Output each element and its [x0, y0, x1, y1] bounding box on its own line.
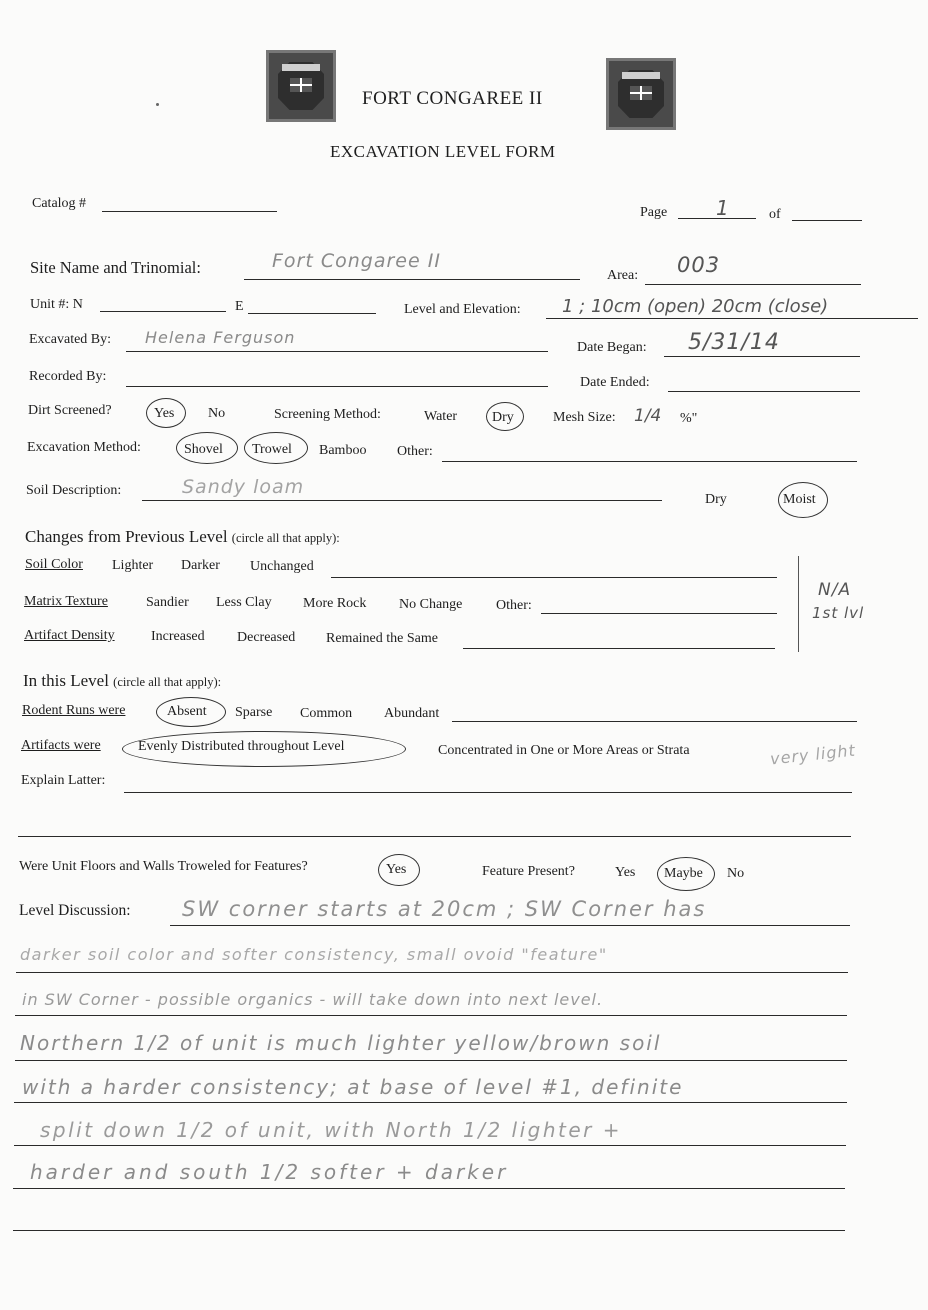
rodent-abundant[interactable]: Abundant: [384, 706, 440, 721]
artifacts-evenly-circle: [122, 731, 406, 767]
recorded-by-field[interactable]: [126, 386, 548, 387]
soil-dry[interactable]: Dry: [705, 492, 727, 507]
excavated-by-value: Helena Ferguson: [145, 328, 296, 347]
speck: [156, 103, 159, 106]
discussion-line-5[interactable]: [14, 1102, 847, 1103]
unit-e-label: E: [235, 299, 244, 314]
discussion-line-6[interactable]: [14, 1145, 846, 1146]
method-shovel-circle: [176, 432, 238, 464]
mesh-size-label: Mesh Size:: [553, 410, 616, 425]
page-label: Page: [640, 205, 668, 220]
discussion-text-2: darker soil color and softer consistency, small ovoid "feature": [20, 945, 608, 964]
screening-dry-circle: [486, 402, 524, 431]
discussion-line-7[interactable]: [13, 1188, 845, 1189]
of-field[interactable]: [792, 220, 862, 221]
rodent-common[interactable]: Common: [300, 706, 353, 721]
rodent-runs-label: Rodent Runs were: [22, 703, 126, 718]
mesh-size-unit: %": [680, 411, 698, 426]
catalog-label: Catalog #: [32, 196, 87, 211]
artifact-density-label: Artifact Density: [24, 628, 115, 643]
matrix-other-field[interactable]: [541, 613, 777, 614]
soil-color-field[interactable]: [331, 577, 777, 578]
discussion-line-1[interactable]: [170, 925, 850, 926]
site-name-label: Site Name and Trinomial:: [30, 258, 201, 277]
form-header-title: FORT CONGAREE II: [362, 88, 543, 109]
fort-congaree-logo-left: [266, 50, 336, 122]
matrix-no-change[interactable]: No Change: [399, 597, 463, 612]
dirt-screened-no[interactable]: No: [208, 406, 226, 421]
recorded-by-label: Recorded By:: [29, 369, 107, 384]
artifacts-note: very light: [769, 740, 857, 769]
screening-method-label: Screening Method:: [274, 407, 381, 422]
feature-present-label: Feature Present?: [482, 864, 575, 879]
matrix-more-rock[interactable]: More Rock: [303, 596, 367, 611]
changes-heading: [25, 527, 340, 547]
of-label: of: [769, 207, 781, 222]
artifact-increased[interactable]: Increased: [151, 629, 205, 644]
method-other-label: Other:: [397, 444, 433, 459]
discussion-text-6: split down 1/2 of unit, with North 1/2 lighter +: [40, 1118, 622, 1142]
matrix-texture-label: Matrix Texture: [24, 594, 108, 609]
method-trowel-circle: [244, 432, 308, 464]
artifacts-evenly[interactable]: Evenly Distributed throughout Level: [138, 739, 345, 754]
matrix-less-clay[interactable]: Less Clay: [216, 595, 272, 610]
feature-no[interactable]: No: [727, 866, 745, 881]
troweled-yes[interactable]: Yes: [386, 862, 407, 877]
matrix-sandier[interactable]: Sandier: [146, 595, 189, 610]
discussion-text-4: Northern 1/2 of unit is much lighter yellow/brown soil: [20, 1031, 662, 1055]
site-name-field[interactable]: [244, 279, 580, 280]
unit-n-field[interactable]: [100, 311, 226, 312]
rodent-sparse[interactable]: Sparse: [235, 705, 273, 720]
feature-maybe-circle: [657, 857, 715, 891]
changes-heading-text: Changes from Previous Level: [25, 527, 228, 546]
screening-dry[interactable]: Dry: [492, 410, 514, 425]
rodent-absent-circle: [156, 697, 226, 727]
explain-line-1[interactable]: [124, 792, 852, 793]
artifact-decreased[interactable]: Decreased: [237, 630, 296, 645]
level-elevation-field[interactable]: [546, 318, 918, 319]
soil-color-darker[interactable]: Darker: [181, 558, 220, 573]
excavated-by-field[interactable]: [126, 351, 548, 352]
this-level-heading-text: In this Level: [23, 671, 109, 690]
mesh-size-value: 1/4: [634, 406, 662, 426]
catalog-field[interactable]: [102, 211, 277, 212]
method-shovel[interactable]: Shovel: [184, 442, 223, 457]
explain-line-2[interactable]: [18, 836, 851, 837]
dirt-screened-label: Dirt Screened?: [28, 403, 112, 418]
explain-latter-label: Explain Latter:: [21, 773, 106, 788]
unit-e-field[interactable]: [248, 313, 376, 314]
artifacts-were-label: Artifacts were: [21, 738, 101, 753]
artifact-remained[interactable]: Remained the Same: [326, 631, 438, 646]
dirt-screened-yes-circle: [146, 398, 186, 428]
excavated-by-label: Excavated By:: [29, 332, 112, 347]
date-began-label: Date Began:: [577, 340, 647, 355]
this-level-heading: [23, 671, 221, 691]
rodent-absent[interactable]: Absent: [167, 704, 207, 719]
form-subtitle: [330, 142, 556, 162]
discussion-text-7: harder and south 1/2 softer + darker: [30, 1160, 509, 1184]
discussion-line-4[interactable]: [15, 1060, 847, 1061]
troweled-question: Were Unit Floors and Walls Troweled for Features?: [19, 859, 308, 874]
level-discussion-label: Level Discussion:: [19, 902, 131, 919]
level-elevation-value: 1 ; 10cm (open) 20cm (close): [562, 296, 829, 317]
rodent-field[interactable]: [452, 721, 857, 722]
troweled-yes-circle: [378, 854, 420, 886]
soil-color-label: Soil Color: [25, 557, 83, 572]
this-level-heading-note: (circle all that apply):: [113, 675, 222, 689]
dirt-screened-yes[interactable]: Yes: [154, 406, 175, 421]
artifacts-concentrated[interactable]: Concentrated in One or More Areas or Strata: [438, 743, 690, 758]
area-field[interactable]: [645, 284, 861, 285]
discussion-text-5: with a harder consistency; at base of level #1, definite: [22, 1075, 684, 1099]
method-trowel[interactable]: Trowel: [252, 442, 292, 457]
soil-color-unchanged[interactable]: Unchanged: [250, 559, 314, 574]
soil-description-value: Sandy loam: [182, 476, 305, 498]
method-bamboo[interactable]: Bamboo: [319, 443, 367, 458]
soil-moist[interactable]: Moist: [783, 492, 816, 507]
changes-note-na: N/A: [818, 580, 852, 600]
site-name-value: Fort Congaree II: [272, 250, 441, 272]
feature-maybe[interactable]: Maybe: [664, 866, 703, 881]
feature-yes[interactable]: Yes: [615, 865, 636, 880]
date-ended-label: Date Ended:: [580, 375, 650, 390]
changes-heading-note: (circle all that apply):: [231, 531, 340, 545]
changes-note-first-level: 1st lvl: [812, 604, 865, 622]
discussion-line-3[interactable]: [15, 1015, 847, 1016]
soil-description-field[interactable]: [142, 500, 662, 501]
discussion-line-8[interactable]: [13, 1230, 845, 1231]
date-began-value: 5/31/14: [688, 330, 780, 355]
screening-water[interactable]: Water: [424, 409, 458, 424]
level-elevation-label: Level and Elevation:: [404, 302, 521, 317]
method-other-field[interactable]: [442, 461, 857, 462]
page-value: 1: [716, 196, 730, 220]
excavation-method-label: Excavation Method:: [27, 440, 141, 455]
discussion-line-2[interactable]: [16, 972, 848, 973]
soil-moist-circle: [778, 482, 828, 518]
discussion-text-1: SW corner starts at 20cm ; SW Corner has: [182, 897, 707, 921]
unit-n-label: Unit #: N: [30, 297, 83, 312]
date-ended-field[interactable]: [668, 391, 860, 392]
matrix-other-label: Other:: [496, 598, 532, 613]
area-label: Area:: [607, 268, 639, 283]
artifact-field[interactable]: [463, 648, 775, 649]
discussion-text-3: in SW Corner - possible organics - will take down into next level.: [22, 990, 604, 1009]
area-value: 003: [677, 253, 721, 277]
date-began-field[interactable]: [664, 356, 860, 357]
form-subtitle-text: EXCAVATION LEVEL FORM: [330, 142, 556, 161]
soil-description-label: Soil Description:: [26, 483, 122, 498]
changes-bracket: [790, 556, 799, 652]
fort-congaree-logo-right: [606, 58, 676, 130]
soil-color-lighter[interactable]: Lighter: [112, 558, 154, 573]
